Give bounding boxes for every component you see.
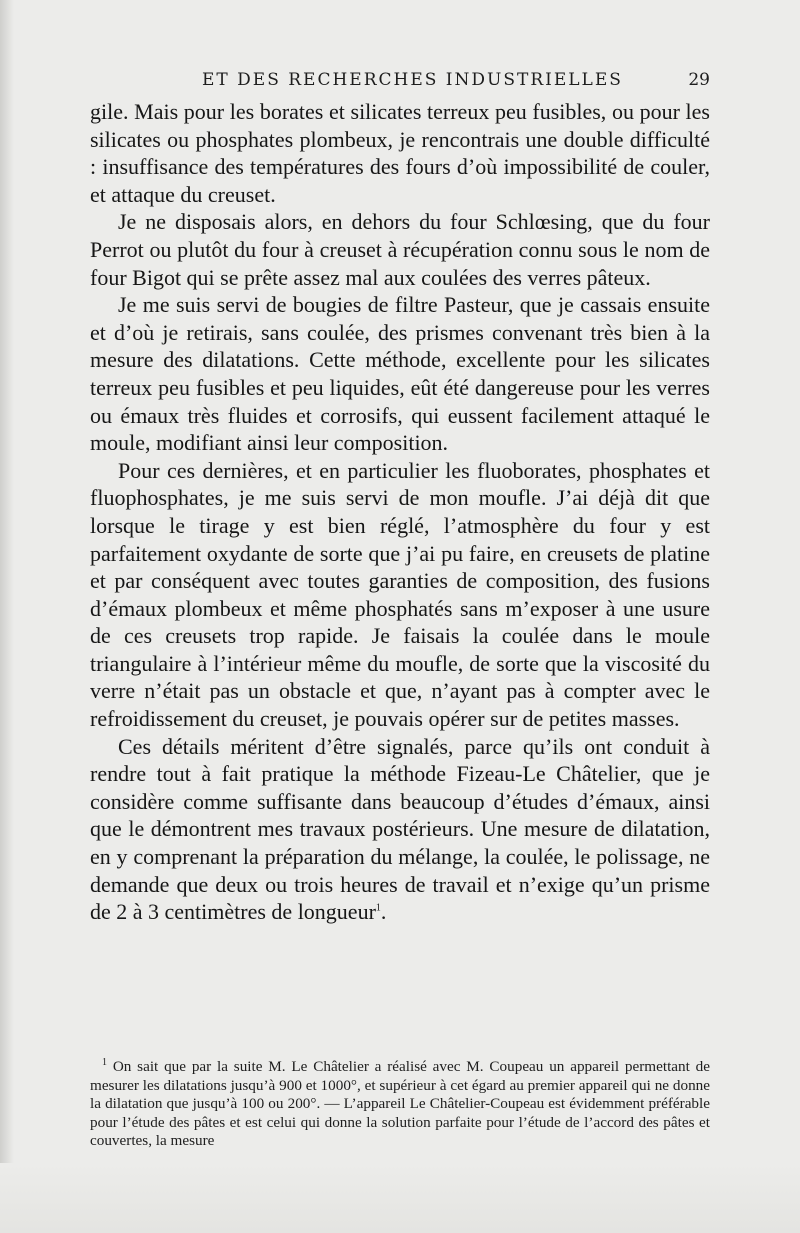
paragraph-continuation: gile. Mais pour les borates et silicates terreux peu fusibles, ou pour les silicates ou phosphates plombeux, je rencontrais une double difficulté : insuffisance des températures des fours d’où impossibilité de couler, et attaque du creuset.	[90, 99, 710, 207]
running-header-title: ET DES RECHERCHES INDUSTRIELLES	[202, 70, 623, 90]
page-edge-shadow	[0, 0, 14, 1233]
page-number: 29	[688, 70, 710, 90]
body-text	[90, 98, 710, 926]
footnote-reference: 1	[375, 902, 381, 914]
footnote	[90, 1058, 710, 1151]
footnote-marker: 1	[102, 1056, 107, 1068]
paragraph: Pour ces dernières, et en particulier les fluoborates, phosphates et fluophosphates, je me suis servi de mon moufle. J’ai déjà dit que lorsque le tirage y est bien réglé, l’atmosphère du four y est parfaitement oxydante de sorte que j’ai pu faire, en creusets de platine et par conséquent avec toutes garanties de composition, des fusions d’émaux plombeux et même phosphatés sans m’exposer à une usure de ces creusets trop rapide. Je faisais la coulée dans le moule triangulaire à l’intérieur même du moufle, de sorte que la viscosité du verre n’était pas un obstacle et que, n’ayant pas à compter avec le refroidissement du creuset, je pouvais opérer sur de petites masses.	[90, 457, 710, 732]
paragraph: Je ne disposais alors, en dehors du four Schlœsing, que du four Perrot ou plutôt du four à creuset à récupération connu sous le nom de four Bigot qui se prête assez mal aux coulées des verres pâteux.	[90, 209, 710, 290]
paragraph-text: Ces détails méritent d’être signalés, parce qu’ils ont conduit à rendre tout à fait pratique la méthode Fizeau-Le Châtelier, que je considère comme suffisante dans beaucoup d’études d’émaux, ainsi que le démontrent mes travaux postérieurs. Une mesure de dilatation, en y comprenant la préparation du mélange, la coulée, le polissage, ne demande que deux ou trois heures de travail et n’exige qu’un prisme de 2 à 3 centimètres de longueur	[90, 733, 710, 925]
paragraph: Je me suis servi de bougies de filtre Pasteur, que je cassais ensuite et d’où je retirais, sans coulée, des prismes convenant très bien à la mesure des dilatations. Cette méthode, excellente pour les silicates terreux peu fusibles et peu liquides, eût été dangereuse pour les verres ou émaux très fluides et corrosifs, qui eussent facilement attaqué le moule, modifiant ainsi leur composition.	[90, 292, 710, 456]
page-bottom-shading	[0, 1163, 800, 1233]
paragraph-with-footnote-ref: Ces détails méritent d’être signalés, parce qu’ils ont conduit à rendre tout à fait pratique la méthode Fizeau-Le Châtelier, que je considère comme suffisante dans beaucoup d’études d’émaux, ainsi que le démontrent mes travaux postérieurs. Une mesure de dilatation, en y comprenant la préparation du mélange, la coulée, le polissage, ne demande que deux ou trois heures de travail et n’exige qu’un prisme de 2 à 3 centimètres de longueur$^1$.	[90, 733, 710, 925]
running-header	[90, 70, 710, 94]
footnote-text: On sait que par la suite M. Le Châtelier a réalisé avec M. Coupeau un appareil permettant de mesurer les dilatations jusqu’à 900 et 1000°, et supérieur à cet égard au premier appareil qui ne donne la dilatation que jusqu’à 100 ou 200°. — L’appareil Le Châtelier-Coupeau est évidemment préférable pour l’étude des pâtes et est celui qui donne la solution parfaite pour l’étude de l’accord des pâtes et couvertes, la mesure	[90, 1058, 710, 1149]
